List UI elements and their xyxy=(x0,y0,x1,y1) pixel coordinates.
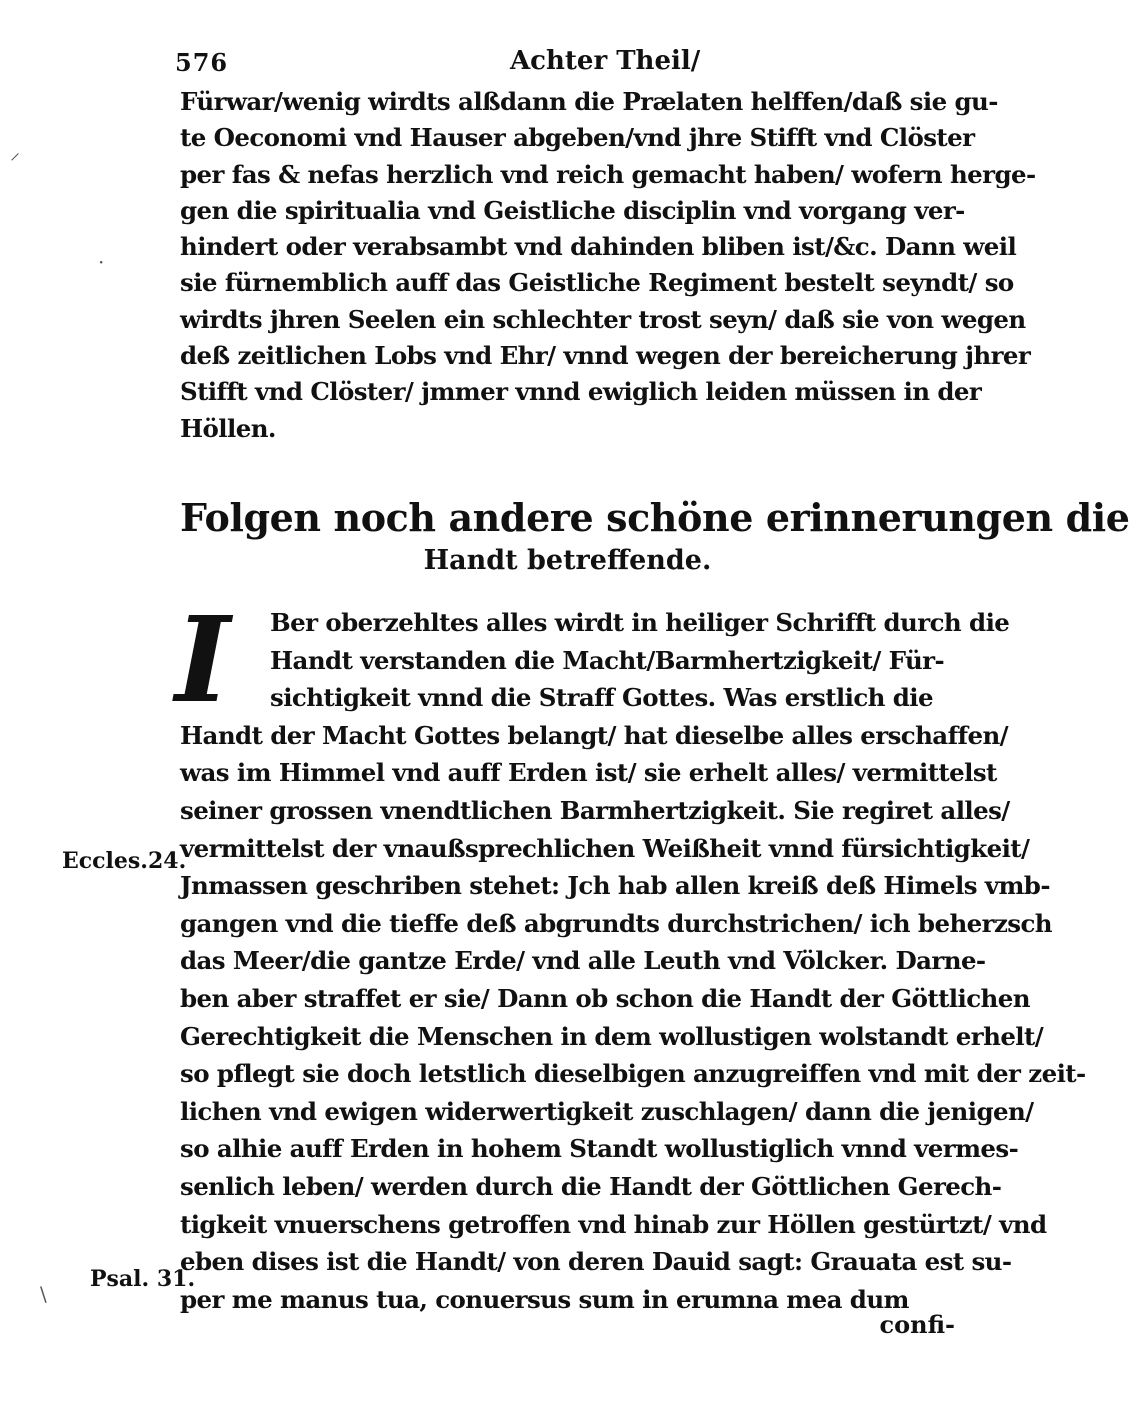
text-line: Gerechtigkeit die Menschen in dem wollustigen wolstandt erhelt/ xyxy=(180,1021,1044,1051)
running-head: Achter Theil/ xyxy=(510,46,701,76)
heading-line-1: Folgen noch andere schöne erinnerungen die xyxy=(180,495,1130,540)
text-line: tigkeit vnuerschens getroffen vnd hinab zur Höllen gestürtzt/ vnd xyxy=(180,1209,1047,1239)
text-line: sie fürnemblich auff das Geistliche Regiment bestelt seyndt/ so xyxy=(180,268,1014,298)
text-line: das Meer/die gantze Erde/ vnd alle Leuth vnd Völcker. Darne- xyxy=(180,946,986,976)
text-line: wirdts jhren Seelen ein schlechter trost seyn/ daß sie von wegen xyxy=(180,304,1026,334)
text-line: gen die spiritualia vnd Geistliche disciplin vnd vorgang ver- xyxy=(180,195,965,225)
paragraph-2 xyxy=(180,604,1086,1318)
text-line: vermittelst der vnaußsprechlichen Weißheit vnnd fürsichtigkeit/ xyxy=(180,833,1030,863)
section-heading xyxy=(180,492,1130,578)
text-line: seiner grossen vnendtlichen Barmhertzigkeit. Sie regiret alles/ xyxy=(180,795,1010,825)
text-line: Handt verstanden die Macht/Barmhertzigkeit/ Für- xyxy=(270,645,945,675)
text-line: per me manus tua, conuersus sum in erumna mea dum xyxy=(180,1284,909,1314)
text-line: deß zeitlichen Lobs vnd Ehr/ vnnd wegen der bereicherung jhrer xyxy=(180,341,1031,371)
text-line: Handt der Macht Gottes belangt/ hat dieselbe alles erschaffen/ xyxy=(180,720,1009,750)
text-line: gangen vnd die tieffe deß abgrundts durchstrichen/ ich beherzsch xyxy=(180,908,1053,938)
text-line: Ber oberzehltes alles wirdt in heiliger Schrifft durch die xyxy=(270,608,1010,637)
page-number: 576 xyxy=(175,48,229,77)
text-line: so alhie auff Erden in hohem Standt wollustiglich vnnd vermes- xyxy=(180,1134,1019,1164)
text-line: Fürwar/wenig wirdts alßdann die Prælaten helffen/daß sie gu- xyxy=(180,87,998,116)
margin-note-psal: Psal. 31. xyxy=(90,1266,196,1292)
text-line: Jnmassen geschriben stehet: Jch hab allen kreiß deß Himels vmb- xyxy=(180,871,1050,901)
catchword: confi- xyxy=(879,1310,955,1339)
text-line: Stifft vnd Clöster/ jmmer vnnd ewiglich leiden müssen in der xyxy=(180,377,982,407)
heading-line-2: Handt betreffende. xyxy=(423,545,712,576)
text-line: so pflegt sie doch letstlich dieselbigen anzugreiffen vnd mit der zeit- xyxy=(180,1059,1086,1089)
margin-note-eccles: Eccles.24. xyxy=(62,848,187,874)
text-line: per fas & nefas herzlich vnd reich gemacht haben/ wofern herge- xyxy=(180,159,1036,189)
ink-speck: · xyxy=(98,250,105,274)
text-line: senlich leben/ werden durch die Handt der Göttlichen Gerech- xyxy=(180,1171,1002,1201)
text-line: eben dises ist die Handt/ von deren Dauid sagt: Grauata est su- xyxy=(180,1247,1012,1277)
text-line: te Oeconomi vnd Hauser abgeben/vnd jhre Stifft vnd Clöster xyxy=(180,123,975,153)
text-line: Höllen. xyxy=(180,413,276,443)
drop-cap: I xyxy=(175,590,231,729)
text-line: hindert oder verabsambt vnd dahinden bliben ist/&c. Dann weil xyxy=(180,232,1017,262)
paragraph-1 xyxy=(180,84,1036,447)
text-line: lichen vnd ewigen widerwertigkeit zuschlagen/ dann die jenigen/ xyxy=(180,1096,1034,1126)
text-line: was im Himmel vnd auff Erden ist/ sie erhelt alles/ vermittelst xyxy=(180,758,997,788)
ink-speck: \ xyxy=(40,1282,47,1306)
page-header xyxy=(175,40,955,80)
text-line: sichtigkeit vnnd die Straff Gottes. Was erstlich die xyxy=(270,683,934,713)
ink-speck: ⸝ xyxy=(10,140,20,164)
text-line: ben aber straffet er sie/ Dann ob schon die Handt der Göttlichen xyxy=(180,983,1030,1013)
